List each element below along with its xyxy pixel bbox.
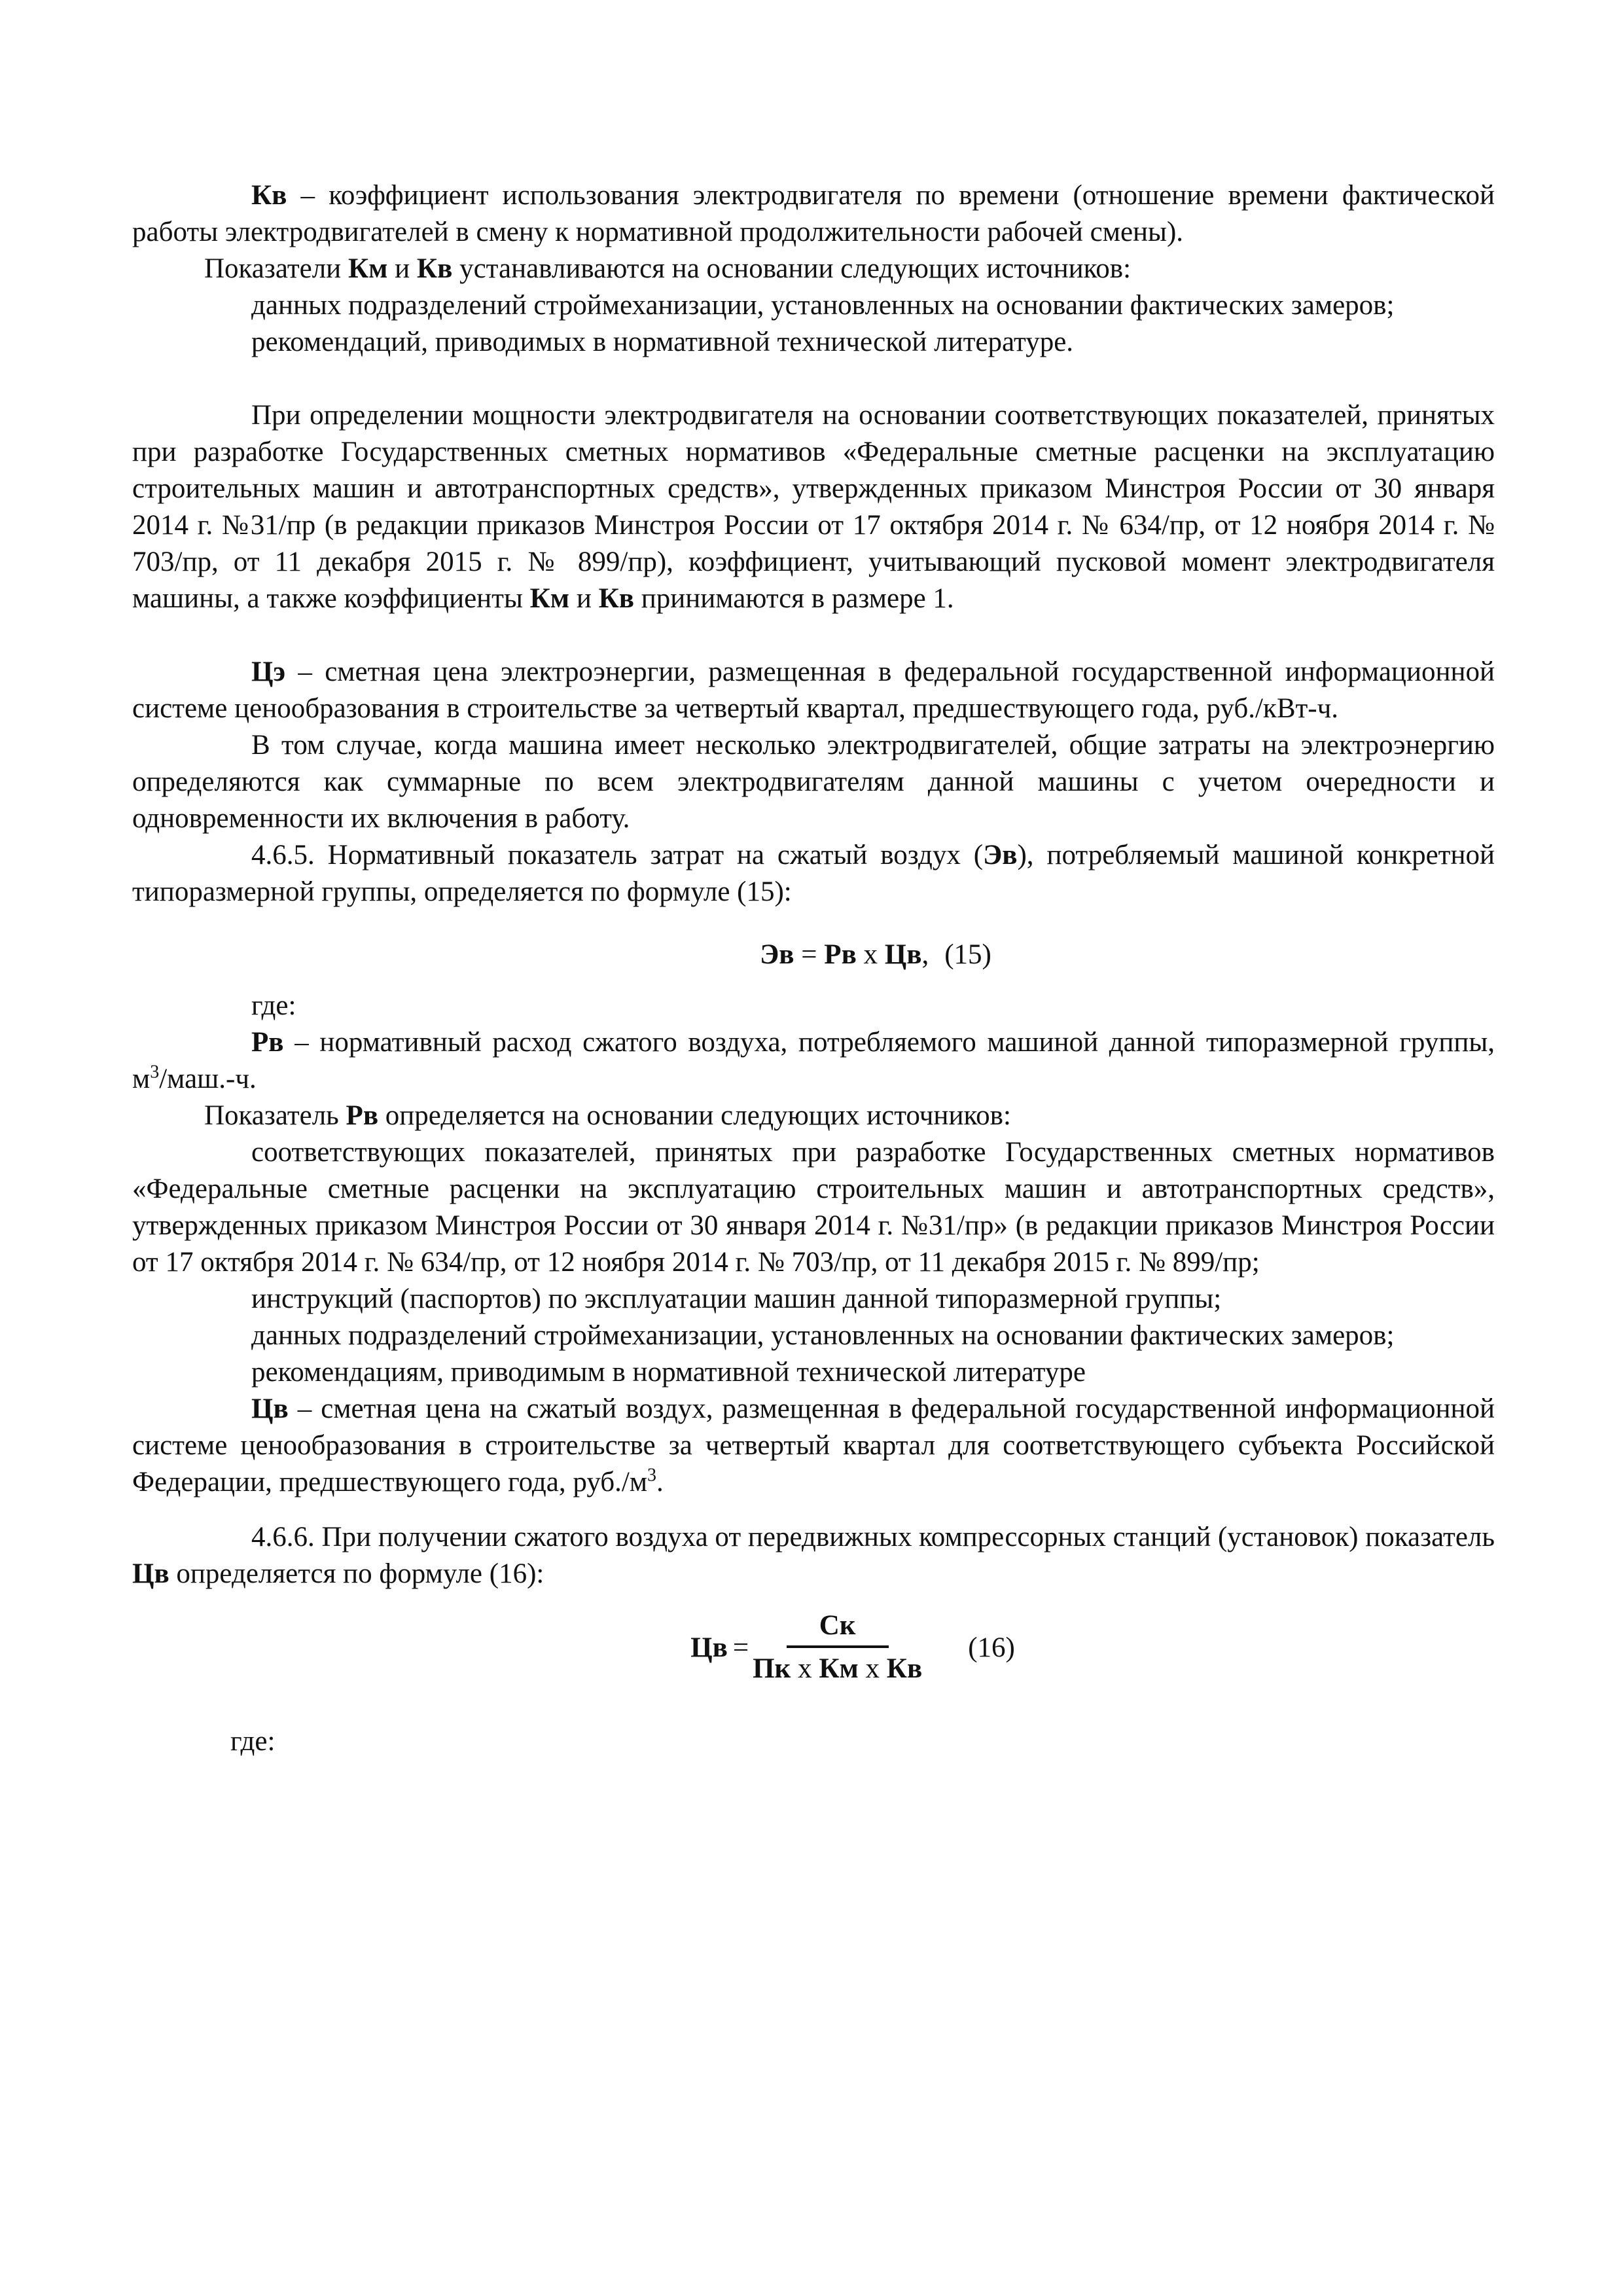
paragraph-motor-power: При определении мощности электродвигателя на основании соответствующих показателей, принятых при разработке Государственных сметных нормативов «Федеральные сметные расценки на эксплуатацию строительных машин и автотранспортных средств», утвержденных приказом Минстроя России от 30 января 2014 г. №31/пр (в редакции приказов Минстроя России от 17 октября 2014 г. № 634/пр, от 12 ноября 2014 г. № 703/пр, от 11 декабря 2015 г. № 899/пр), коэффициент, учитывающий пусковой момент электродвигателя машины, а также коэффициенты Км и Кв принимаются в размере 1. — [132, 400, 1495, 614]
paragraph-multiple-motors: В том случае, когда машина имеет несколько электродвигателей, общие затраты на электроэнергию определяются как суммарные по всем электродвигателям данной машины с учетом очередности и одновременности их включения в работу. — [132, 730, 1495, 834]
term-rv: Рв — [251, 1027, 284, 1058]
formula-16-numerator: Ск — [787, 1609, 889, 1648]
paragraph-km-kv-sources: Показатели Км и Кв устанавливаются на основании следующих источников: — [204, 253, 1132, 284]
formula-16-number: (16) — [968, 1632, 1015, 1663]
list-item-source-measurements-2: данных подразделений строймеханизации, установленных на основании фактических замеров; — [251, 1320, 1395, 1351]
formula-16-lhs: Цв — [690, 1632, 728, 1663]
list-item-source-measurements: данных подразделений строймеханизации, установленных на основании фактических замеров; — [251, 290, 1395, 321]
formula-15: Эв = Рв х Цв, (15) — [132, 937, 1495, 973]
term-kv: Кв — [251, 180, 287, 211]
paragraph-kv-definition: Кв – коэффициент использования электродвигателя по времени (отношение времени фактической работы электродвигателей в смену к нормативной продолжительности рабочей смены). — [132, 180, 1495, 247]
paragraph-rv-definition: Рв – нормативный расход сжатого воздуха, потребляемого машиной данной типоразмерной группы, $м^3/маш.-ч$. — [132, 1027, 1495, 1094]
where-label-1: где: — [251, 990, 296, 1021]
list-item-source-literature-2: рекомендациям, приводимым в нормативной технической литературе — [251, 1357, 1086, 1388]
formula-16 — [211, 1592, 1495, 1704]
paragraph-tsv-definition: Цв – сметная цена на сжатый воздух, размещенная в федеральной государственной информационной системе ценообразования в строительстве за четвертый квартал для соответствующего субъекта Российской Федерации, предшествующего года, $руб./м^3$. — [132, 1393, 1495, 1498]
term-tsv: Цв — [251, 1393, 289, 1424]
formula-16-denominator: Пк х Км х Кв — [753, 1653, 923, 1684]
formula-16-equals: = — [732, 1632, 749, 1663]
list-item-source-norms: соответствующих показателей, принятых при разработке Государственных сметных нормативов «Федеральные сметные расценки на эксплуатацию строительных машин и автотранспортных средств», утвержденных приказом Минстроя России от 30 января 2014 г. №31/пр» (в редакции приказов Минстроя России от 17 октября 2014 г. № 634/пр, от 12 ноября 2014 г. № 703/пр, от 11 декабря 2015 г. № 899/пр; — [132, 1137, 1495, 1278]
document-body — [132, 177, 1495, 1760]
paragraph-4-6-6: 4.6.6. При получении сжатого воздуха от передвижных компрессорных станций (установок) показатель Цв определяется по формуле (16): — [132, 1522, 1495, 1589]
list-item-source-literature: рекомендаций, приводимых в нормативной технической литературе. — [251, 327, 1074, 357]
where-label-2: где: — [230, 1726, 276, 1757]
formula-15-number: (15) — [944, 939, 991, 970]
term-tse: Цэ — [251, 656, 286, 687]
paragraph-4-6-5: 4.6.5. Нормативный показатель затрат на сжатый воздух (Эв), потребляемый машиной конкретной типоразмерной группы, определяется по формуле (15): — [132, 840, 1495, 907]
formula-16-fraction — [753, 1609, 922, 1687]
paragraph-tse-definition: Цэ – сметная цена электроэнергии, размещенная в федеральной государственной информационной системе ценообразования в строительстве за четвертый квартал, предшествующего года, руб./кВт-ч. — [132, 656, 1495, 724]
list-item-source-instructions: инструкций (паспортов) по эксплуатации машин данной типоразмерной группы; — [251, 1283, 1222, 1314]
paragraph-rv-sources: Показатель Рв определяется на основании следующих источников: — [204, 1100, 1011, 1131]
